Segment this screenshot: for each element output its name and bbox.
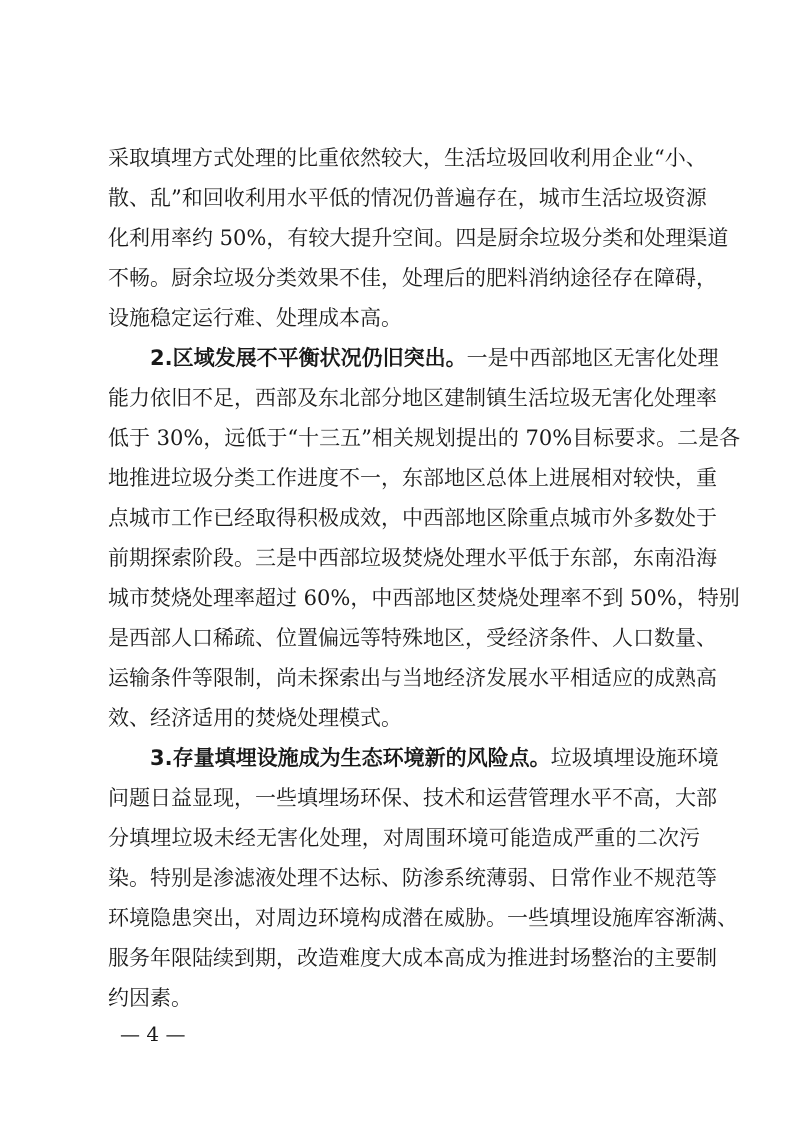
text-line: 不畅。厨余垃圾分类效果不佳，处理后的肥料消纳途径存在障碍， bbox=[108, 266, 717, 290]
text-line: 前期探索阶段。三是中西部垃圾焚烧处理水平低于东部，东南沿海 bbox=[108, 546, 717, 570]
text-line: 能力依旧不足，西部及东北部分地区建制镇生活垃圾无害化处理率 bbox=[108, 386, 717, 410]
section-heading: 2.区域发展不平衡状况仍旧突出。 bbox=[150, 346, 467, 370]
text-line: 地推进垃圾分类工作进度不一，东部地区总体上进展相对较快，重 bbox=[108, 466, 717, 490]
text-line: 运输条件等限制，尚未探索出与当地经济发展水平相适应的成熟高 bbox=[108, 666, 717, 690]
paragraph-first-line bbox=[108, 738, 719, 778]
text-line: 采取填埋方式处理的比重依然较大，生活垃圾回收利用企业“小、 bbox=[108, 146, 707, 170]
text-line: 染。特别是渗滤液处理不达标、防渗系统薄弱、日常作业不规范等 bbox=[108, 866, 717, 890]
text-line: 低于 30%，远低于“十三五”相关规划提出的 70%目标要求。二是各 bbox=[108, 426, 741, 450]
text-line: 问题日益显现，一些填埋场环保、技术和运营管理水平不高，大部 bbox=[108, 786, 717, 810]
paragraph-first-line bbox=[108, 338, 719, 378]
paragraph-2 bbox=[108, 338, 741, 738]
section-heading: 3.存量填埋设施成为生态环境新的风险点。 bbox=[150, 746, 551, 770]
text-span: 垃圾填埋设施环境 bbox=[550, 746, 719, 770]
text-line: 点城市工作已经取得积极成效，中西部地区除重点城市外多数处于 bbox=[108, 506, 717, 530]
page-number: — 4 — bbox=[120, 1022, 186, 1046]
text-line: 环境隐患突出，对周边环境构成潜在威胁。一些填埋设施库容渐满、 bbox=[108, 906, 738, 930]
text-line: 服务年限陆续到期，改造难度大成本高成为推进封场整治的主要制 bbox=[108, 946, 717, 970]
text-line: 分填埋垃圾未经无害化处理，对周围环境可能造成严重的二次污 bbox=[108, 826, 700, 850]
text-line: 城市焚烧处理率超过 60%，中西部地区焚烧处理率不到 50%，特别 bbox=[108, 586, 740, 610]
text-span: 一是中西部地区无害化处理 bbox=[466, 346, 719, 370]
text-line: 效、经济适用的焚烧处理模式。 bbox=[108, 706, 402, 730]
text-line: 约因素。 bbox=[108, 986, 192, 1010]
text-line: 散、乱”和回收利用水平低的情况仍普遍存在，城市生活垃圾资源 bbox=[108, 186, 707, 210]
text-line: 化利用率约 50%，有较大提升空间。四是厨余垃圾分类和处理渠道 bbox=[108, 226, 729, 250]
paragraph-3 bbox=[108, 738, 738, 1018]
text-line: 是西部人口稀疏、位置偏远等特殊地区，受经济条件、人口数量、 bbox=[108, 626, 717, 650]
text-line: 设施稳定运行难、处理成本高。 bbox=[108, 306, 402, 330]
paragraph-1 bbox=[108, 138, 729, 338]
document-body bbox=[108, 138, 741, 1018]
